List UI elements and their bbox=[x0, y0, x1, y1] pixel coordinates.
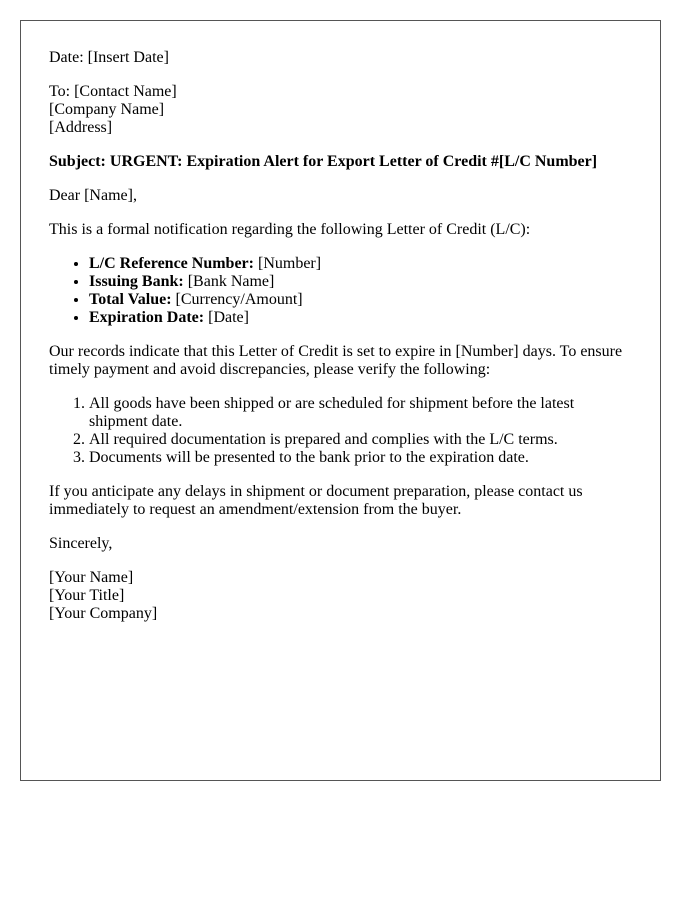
expiration-date-label: Expiration Date: bbox=[89, 309, 205, 326]
lc-reference-label: L/C Reference Number: bbox=[89, 255, 254, 272]
letter-page bbox=[20, 20, 661, 781]
checklist-item: 3. Documents will be presented to the bank prior to the expiration date. bbox=[89, 449, 632, 467]
records-paragraph: Our records indicate that this Letter of Credit is set to expire in [Number] days. To ensure timely payment and avoid discrepancies, please verify the following: bbox=[49, 343, 623, 378]
lc-detail-item bbox=[89, 255, 632, 273]
salutation: Dear [Name], bbox=[49, 187, 137, 204]
recipient-address: [Address] bbox=[49, 119, 113, 136]
date-line: Date: [Insert Date] bbox=[49, 49, 169, 66]
lc-detail-item bbox=[89, 309, 632, 327]
signature-block bbox=[49, 569, 632, 623]
issuing-bank-value: [Bank Name] bbox=[183, 273, 275, 290]
checklist-item: 2. All required documentation is prepared and complies with the L/C terms. bbox=[89, 431, 632, 449]
lc-details-list bbox=[49, 255, 632, 327]
closing: Sincerely, bbox=[49, 535, 113, 552]
recipient-to-line: To: [Contact Name] bbox=[49, 83, 177, 100]
verification-checklist bbox=[49, 395, 632, 467]
checklist-item: 1. All goods have been shipped or are scheduled for shipment before the latest shipment date. bbox=[89, 395, 632, 431]
signature-title: [Your Title] bbox=[49, 587, 125, 604]
expiration-date-value: [Date] bbox=[204, 309, 249, 326]
total-value-label: Total Value: bbox=[89, 291, 172, 308]
lc-reference-value: [Number] bbox=[253, 255, 322, 272]
total-value-value: [Currency/Amount] bbox=[171, 291, 303, 308]
lc-detail-item bbox=[89, 273, 632, 291]
signature-name: [Your Name] bbox=[49, 569, 134, 586]
delay-paragraph: If you anticipate any delays in shipment or document preparation, please contact us immediately to request an amendment/extension from the buyer. bbox=[49, 483, 583, 518]
issuing-bank-label: Issuing Bank: bbox=[89, 273, 184, 290]
lc-detail-item bbox=[89, 291, 632, 309]
recipient-company: [Company Name] bbox=[49, 101, 165, 118]
signature-company: [Your Company] bbox=[49, 605, 158, 622]
intro-paragraph: This is a formal notification regarding the following Letter of Credit (L/C): bbox=[49, 221, 531, 238]
subject-line: Subject: URGENT: Expiration Alert for Export Letter of Credit #[L/C Number] bbox=[49, 153, 598, 170]
recipient-block bbox=[49, 83, 632, 137]
